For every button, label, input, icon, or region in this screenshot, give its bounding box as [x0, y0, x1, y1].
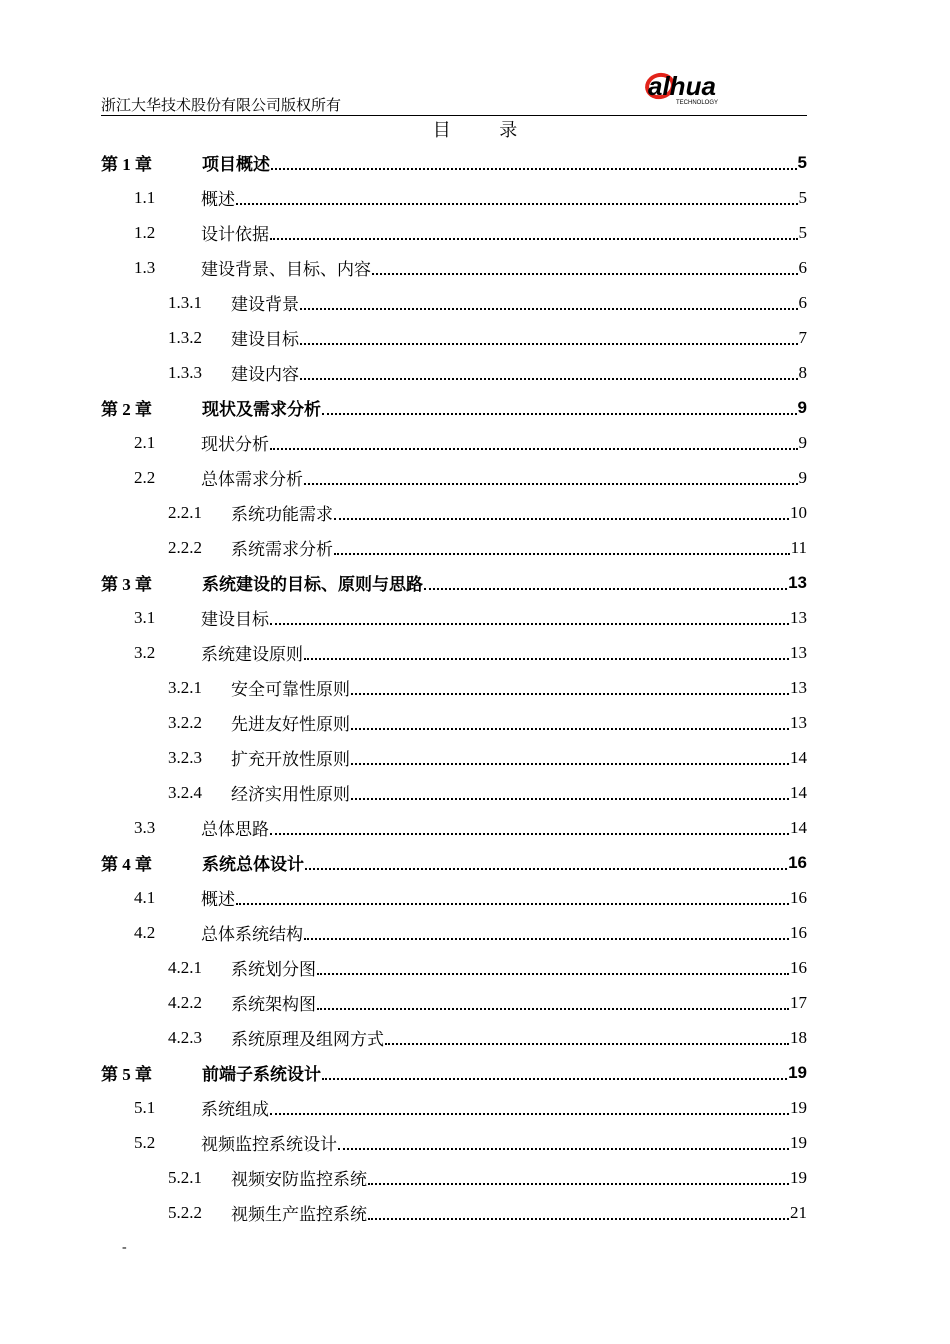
toc-entry-number: 4.2.2 [168, 992, 202, 1012]
toc-dot-leader [270, 623, 789, 625]
toc-entry-page: 19 [790, 1132, 807, 1152]
toc-entry[interactable] [101, 740, 807, 775]
table-of-contents [101, 145, 807, 1230]
toc-entry-page: 9 [798, 467, 807, 487]
toc-entry[interactable] [101, 950, 807, 985]
toc-entry-title: 系统划分图 [231, 960, 316, 979]
toc-entry[interactable] [101, 985, 807, 1020]
toc-entry-title: 项目概述 [202, 155, 270, 174]
toc-entry-title: 现状分析 [201, 435, 269, 454]
toc-entry-title: 视频安防监控系统 [231, 1170, 367, 1189]
toc-entry-page: 7 [798, 327, 807, 347]
toc-entry-title: 建设背景 [231, 295, 299, 314]
toc-entry-page: 6 [798, 292, 807, 312]
toc-entry[interactable] [101, 495, 807, 530]
toc-title: 目 录 [432, 120, 540, 140]
toc-entry[interactable] [101, 1195, 807, 1230]
toc-entry-title: 前端子系统设计 [202, 1065, 321, 1084]
toc-entry[interactable] [101, 705, 807, 740]
toc-entry-page: 16 [790, 887, 807, 907]
toc-entry-number: 3.2 [134, 642, 156, 662]
toc-dot-leader [351, 693, 789, 695]
toc-entry-page: 19 [790, 1167, 807, 1187]
toc-dot-leader [300, 343, 798, 345]
toc-entry-number: 5.2.2 [168, 1202, 202, 1222]
toc-entry-title: 系统建设原则 [201, 645, 303, 664]
toc-entry-title: 系统总体设计 [202, 855, 304, 874]
toc-dot-leader [236, 203, 798, 205]
toc-entry-page: 10 [790, 502, 807, 522]
dahua-logo [640, 68, 760, 108]
toc-entry[interactable] [101, 215, 807, 250]
toc-dot-leader [368, 1183, 789, 1185]
toc-entry-title: 总体系统结构 [201, 925, 303, 944]
toc-entry[interactable] [101, 565, 807, 600]
toc-entry-page: 16 [788, 852, 807, 872]
toc-entry-number: 3.3 [134, 817, 156, 837]
toc-entry[interactable] [101, 880, 807, 915]
toc-entry-number: 第 1 章 [101, 155, 152, 174]
toc-entry-number: 4.1 [134, 887, 156, 907]
toc-entry-title: 建设目标 [201, 610, 269, 629]
toc-entry-page: 8 [798, 362, 807, 382]
toc-entry-title: 经济实用性原则 [231, 785, 350, 804]
toc-entry-page: 18 [790, 1027, 807, 1047]
toc-entry[interactable] [101, 1020, 807, 1055]
toc-entry-page: 13 [790, 642, 807, 662]
toc-dot-leader [271, 168, 797, 170]
toc-dot-leader [322, 1078, 787, 1080]
toc-dot-leader [317, 1008, 789, 1010]
toc-entry[interactable] [101, 285, 807, 320]
toc-entry-title: 建设背景、目标、内容 [201, 260, 371, 279]
toc-entry-page: 17 [790, 992, 807, 1012]
toc-entry-page: 19 [790, 1097, 807, 1117]
toc-entry-page: 11 [790, 537, 807, 557]
toc-entry-number: 3.2.2 [168, 712, 202, 732]
toc-entry-number: 1.3.1 [168, 292, 202, 312]
toc-entry-number: 5.2.1 [168, 1167, 202, 1187]
toc-entry-page: 14 [790, 782, 807, 802]
toc-dot-leader [304, 483, 798, 485]
toc-entry-page: 16 [790, 957, 807, 977]
toc-entry[interactable] [101, 810, 807, 845]
toc-entry[interactable] [101, 1055, 807, 1090]
toc-entry-title: 系统原理及组网方式 [231, 1030, 384, 1049]
toc-entry-number: 1.3.3 [168, 362, 202, 382]
toc-entry-number: 1.3 [134, 257, 156, 277]
toc-dot-leader [385, 1043, 789, 1045]
toc-dot-leader [351, 728, 789, 730]
toc-entry-number: 3.2.4 [168, 782, 202, 802]
toc-entry[interactable] [101, 1125, 807, 1160]
toc-entry-number: 5.2 [134, 1132, 156, 1152]
toc-entry-number: 1.1 [134, 187, 156, 207]
toc-entry[interactable] [101, 600, 807, 635]
toc-entry-title: 系统架构图 [231, 995, 316, 1014]
toc-entry[interactable] [101, 390, 807, 425]
toc-dot-leader [317, 973, 789, 975]
toc-entry-number: 2.2.2 [168, 537, 202, 557]
toc-entry-page: 16 [790, 922, 807, 942]
toc-entry[interactable] [101, 145, 807, 180]
logo-subtext: TECHNOLOGY [676, 100, 719, 106]
toc-entry-page: 13 [790, 607, 807, 627]
toc-entry-title: 视频生产监控系统 [231, 1205, 367, 1224]
toc-entry-page: 5 [798, 187, 807, 207]
toc-entry-page: 5 [798, 222, 807, 242]
toc-entry-title: 视频监控系统设计 [201, 1135, 337, 1154]
toc-entry-title: 系统需求分析 [231, 540, 333, 559]
toc-entry[interactable] [101, 1160, 807, 1195]
toc-entry-number: 第 5 章 [101, 1065, 152, 1084]
toc-entry[interactable] [101, 635, 807, 670]
toc-entry-number: 第 3 章 [101, 575, 152, 594]
toc-dot-leader [424, 588, 787, 590]
toc-dot-leader [338, 1148, 789, 1150]
toc-dot-leader [351, 763, 789, 765]
toc-dot-leader [304, 658, 789, 660]
toc-entry-number: 4.2.3 [168, 1027, 202, 1047]
toc-entry-number: 1.3.2 [168, 327, 202, 347]
toc-dot-leader [270, 238, 798, 240]
toc-dot-leader [300, 308, 798, 310]
toc-entry-page: 13 [788, 572, 807, 592]
toc-entry[interactable] [101, 530, 807, 565]
toc-entry-page: 14 [790, 747, 807, 767]
toc-entry-page: 13 [790, 677, 807, 697]
toc-entry[interactable] [101, 1090, 807, 1125]
toc-dot-leader [270, 1113, 789, 1115]
toc-entry-page: 6 [798, 257, 807, 277]
toc-entry-page: 21 [790, 1202, 807, 1222]
toc-dot-leader [270, 448, 798, 450]
toc-entry-title: 总体需求分析 [201, 470, 303, 489]
toc-entry[interactable] [101, 180, 807, 215]
toc-entry-title: 扩充开放性原则 [231, 750, 350, 769]
toc-entry-title: 概述 [201, 190, 235, 209]
header-company: 浙江大华技术股份有限公司版权所有 [101, 98, 342, 114]
toc-dot-leader [305, 868, 787, 870]
toc-entry-title: 总体思路 [201, 820, 269, 839]
toc-dot-leader [270, 833, 789, 835]
toc-entry-number: 4.2 [134, 922, 156, 942]
toc-entry-title: 安全可靠性原则 [231, 680, 350, 699]
toc-entry-page: 9 [797, 397, 807, 417]
toc-entry-title: 建设目标 [231, 330, 299, 349]
toc-entry-title: 系统建设的目标、原则与思路 [202, 575, 423, 594]
toc-entry-page: 14 [790, 817, 807, 837]
toc-entry-page: 13 [790, 712, 807, 732]
toc-entry-title: 概述 [201, 890, 235, 909]
toc-dot-leader [334, 553, 790, 555]
toc-entry-number: 第 2 章 [101, 400, 152, 419]
toc-dot-leader [368, 1218, 789, 1220]
toc-dot-leader [322, 413, 797, 415]
toc-entry-number: 第 4 章 [101, 855, 152, 874]
toc-dot-leader [236, 903, 789, 905]
toc-entry[interactable] [101, 775, 807, 810]
toc-entry-number: 4.2.1 [168, 957, 202, 977]
toc-entry-number: 2.2.1 [168, 502, 202, 522]
toc-entry-title: 系统组成 [201, 1100, 269, 1119]
toc-entry-title: 建设内容 [231, 365, 299, 384]
logo-wordmark: alhua [648, 71, 716, 101]
toc-entry[interactable] [101, 355, 807, 390]
toc-entry-page: 19 [788, 1062, 807, 1082]
toc-dot-leader [351, 798, 789, 800]
toc-entry[interactable] [101, 425, 807, 460]
toc-entry-number: 2.2 [134, 467, 156, 487]
toc-entry-page: 5 [797, 152, 807, 172]
toc-entry-number: 3.2.3 [168, 747, 202, 767]
toc-entry-title: 设计依据 [201, 225, 269, 244]
toc-entry-page: 9 [798, 432, 807, 452]
toc-entry-number: 2.1 [134, 432, 156, 452]
toc-entry[interactable] [101, 250, 807, 285]
toc-dot-leader [300, 378, 798, 380]
footer-mark: - [122, 1240, 127, 1255]
toc-entry[interactable] [101, 915, 807, 950]
toc-entry[interactable] [101, 670, 807, 705]
toc-entry-number: 3.1 [134, 607, 156, 627]
toc-entry-number: 1.2 [134, 222, 156, 242]
toc-entry-number: 5.1 [134, 1097, 156, 1117]
toc-entry[interactable] [101, 845, 807, 880]
toc-entry[interactable] [101, 460, 807, 495]
toc-dot-leader [304, 938, 789, 940]
toc-entry-title: 系统功能需求 [231, 505, 333, 524]
toc-entry-number: 3.2.1 [168, 677, 202, 697]
toc-entry-title: 现状及需求分析 [202, 400, 321, 419]
toc-entry-title: 先进友好性原则 [231, 715, 350, 734]
toc-entry[interactable] [101, 320, 807, 355]
toc-dot-leader [334, 518, 789, 520]
toc-dot-leader [372, 273, 798, 275]
